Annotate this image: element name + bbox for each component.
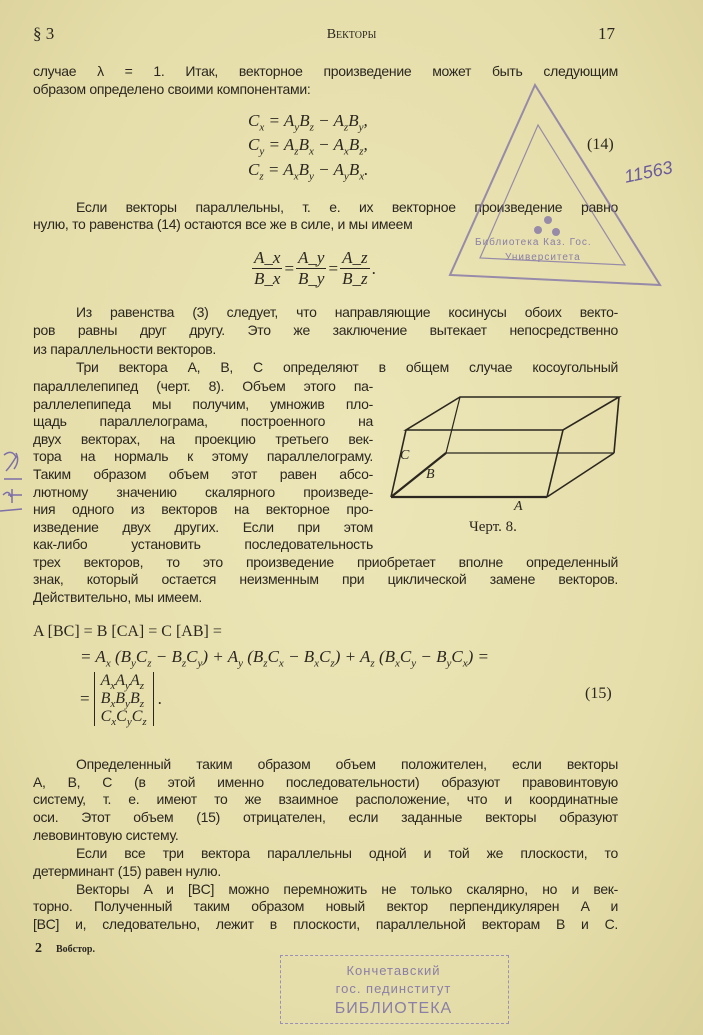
signature-number: 2 [35,941,42,956]
numerator: A_x [254,248,281,267]
text-line: двух векторах, на проекцию третьего век- [33,431,373,447]
determinant-row: $B_xB_yB_z$ [100,690,144,711]
text-line: Векторы A и [BC] можно перемножить не только скалярно, но и век- [76,881,618,897]
ratio-equation [250,248,376,289]
stamp-text: Библиотека Каз. Гос. [475,237,592,248]
period: . [371,258,376,278]
text-line: Если все три вектора параллельны одной и той же плоскости, то [76,845,618,861]
equals-sign: = [80,689,90,708]
figure-label-b: B [426,467,435,482]
text-line: Если векторы параллельны, т. е. их векторное произведение равно [76,199,618,215]
text-line: трех векторов, то это произведение приобретает вполне определенный [33,554,618,570]
text-line: торно. Полученный таким образом новый вектор перпендикулярен A и [33,898,618,914]
parallelepiped-figure [388,393,623,503]
text-line: оси. Этот объем (15) отрицателен, если заданные векторы образуют [33,809,618,825]
text-line: нулю, то равенства (14) остаются все же в силе, и мы имеем [33,216,413,232]
denominator: B_z [342,269,368,288]
text-line: раллелепипеда мы получим, умножив пло- [33,396,373,412]
fraction [296,248,326,289]
equation-14-line: $C_x = A_yB_z - A_zB_y$, [248,111,368,134]
text-line: Из равенства (3) следует, что направляющие косинусы обоих векто- [76,304,618,320]
figure-caption: Черт. 8. [469,519,517,535]
period: . [157,689,162,708]
equation-14-line: $C_z = A_xB_y - A_yB_x$. [248,160,369,183]
running-title: Векторы [326,27,377,42]
text-line: как-либо установить последовательность [33,536,373,552]
text-line: Таким образом объем этот равен абсо- [33,466,373,482]
text-line: [BC] и, следовательно, лежит в плоскости, параллельной векторам B и C. [33,916,618,932]
determinant-row: $C_xC_yC_z$ [100,708,147,729]
section-marker: § 3 [33,24,55,43]
equation-14-line: $C_y = A_zB_x - A_xB_z$, [248,135,368,158]
fraction [340,248,370,289]
denominator: B_y [298,269,325,288]
text-line: параллелепипед (черт. 8). Объем этого па- [33,378,373,394]
text-line: A, B, C (в этой именно последовательности) образуют правовинтовую [33,774,618,790]
equals-sign: = [284,258,295,278]
numerator: A_z [342,248,368,267]
text-line: изведение двух других. Если при этом [33,519,373,535]
determinant [80,672,162,729]
figure-label-c: C [400,448,410,463]
text-line: Определенный таким образом объем положителен, если векторы [76,756,618,772]
equation-number: (15) [585,685,612,702]
text-line: случае λ = 1. Итак, векторное произведение может быть следующим [33,63,618,79]
text-line: щадь параллелограма, построенного на [33,413,373,429]
stamp-inventory-number: 11563 [622,157,675,187]
text-line: систему, т. е. имеют то же взаимное расположение, что и координатные [33,791,618,807]
stamp-text: БИБЛИОТЕКА [334,1000,453,1017]
text-line: левовинтовую систему. [33,827,179,843]
equation-15-line1: A [BC] = B [CA] = C [AB] = [33,623,222,640]
page-number: 17 [598,24,615,43]
text-line: знак, который остается неизменным при циклической замене векторов. [33,571,618,587]
text-line: тора на нормаль к этому параллелограму. [33,448,373,464]
text-line: из параллельности векторов. [33,341,217,357]
denominator: B_x [254,269,281,288]
determinant-row: $A_xA_yA_z$ [100,672,144,693]
handwritten-margin-marks [0,445,32,525]
stamp-text: гос. пединститут [335,981,452,996]
figure-label-a: A [514,499,523,514]
text-line: лютному значению скалярного произведе- [33,484,373,500]
text-line: Три вектора A, B, C определяют в общем случае косоугольный [76,359,618,375]
text-line: образом определено своими компонентами: [33,81,311,97]
text-line: детерминант (15) равен нулю. [33,863,221,879]
numerator: A_y [298,248,325,267]
fraction [252,248,282,289]
stamp-text: Кончетавский [346,963,441,978]
text-line: ния одного из векторов на векторное про- [33,501,373,517]
stamp-text: Университета [505,252,581,263]
equation-number: (14) [587,136,614,153]
text-line: Действительно, мы имеем. [33,589,203,605]
equation-15-line2: = $A_x$ $(B_yC_z - B_zC_y) + A_y$ $(B_zC_x - B_xC_z) + A_z$ $(B_xC_y - B_yC_x)$ = [80,647,489,670]
equals-sign: = [328,258,339,278]
text-line: ров равны друг другу. Это же заключение вытекает непосредственно [33,322,618,338]
signature-text: Вобстор. [56,944,95,955]
determinant-matrix [94,672,154,729]
